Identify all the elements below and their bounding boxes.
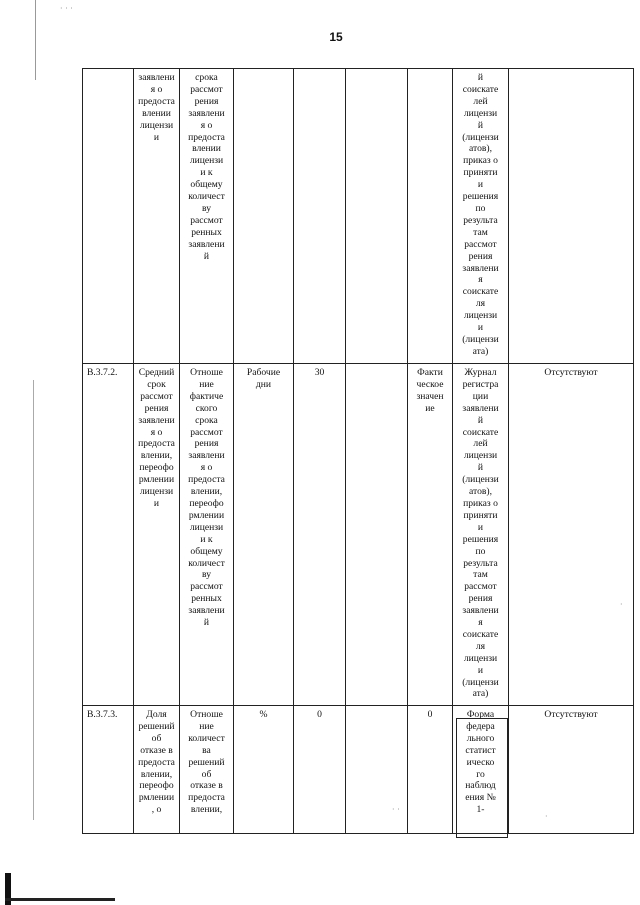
data-source-cell: й соискате лей лицензи й (лицензи атов), приказ о приняти и решения по результа там рассмот рения заявлени я соискате ля лицензи и (лицензи ата) — [453, 69, 509, 364]
binding-edge-mark — [35, 0, 36, 80]
baseline-value-cell: 0 — [294, 706, 346, 834]
target-value-cell: 0 — [408, 706, 453, 834]
indicator-definition-cell: Отноше ние фактиче ского срока рассмот рения заявлени я о предоста влении, переофо рмлении лицензи и к общему количест ву рассмот ренных заявлени й — [180, 364, 234, 706]
scan-speck: · · · — [60, 4, 73, 13]
page-number: 15 — [329, 30, 343, 44]
scan-speck: · · — [392, 805, 400, 814]
data-source-cell: Журнал регистра ции заявлени й соискате лей лицензи й (лицензи атов), приказ о приняти и решения по результа там рассмот рения заявлени я соискате ля лицензи и (лицензи ата) — [453, 364, 509, 706]
unit-cell: Рабочие дни — [234, 364, 294, 706]
note-cell — [509, 69, 634, 364]
binding-edge-mark — [33, 380, 34, 820]
indicator-code-cell: В.3.7.3. — [83, 706, 134, 834]
indicator-name-cell: Средний срок рассмот рения заявлени я о предоста влении, переофо рмлении лицензи и — [134, 364, 180, 706]
empty-value-cell — [346, 706, 408, 834]
table-row — [83, 364, 634, 706]
indicator-name-cell: Доля решений об отказе в предоста влении, переофо рмлении , о — [134, 706, 180, 834]
unit-cell — [234, 69, 294, 364]
baseline-value-cell — [294, 69, 346, 364]
note-cell: Отсутствуют — [509, 364, 634, 706]
target-value-cell: Факти ческое значен ие — [408, 364, 453, 706]
source-cell-frame — [456, 718, 508, 838]
unit-cell: % — [234, 706, 294, 834]
table-row — [83, 69, 634, 364]
indicator-definition-cell: срока рассмот рения заявлени я о предоста влении лицензи и к общему количест ву рассмот ренных заявлени й — [180, 69, 234, 364]
note-cell: Отсутствуют — [509, 706, 634, 834]
baseline-value-cell: 30 — [294, 364, 346, 706]
indicators-table — [82, 68, 634, 834]
indicator-code-cell: В.3.7.2. — [83, 364, 134, 706]
indicator-definition-cell: Отноше ние количест ва решений об отказе в предоста влении, — [180, 706, 234, 834]
indicator-code-cell — [83, 69, 134, 364]
empty-value-cell — [346, 364, 408, 706]
empty-value-cell — [346, 69, 408, 364]
scan-speck: · — [620, 600, 623, 609]
target-value-cell — [408, 69, 453, 364]
indicator-name-cell: заявлени я о предоста влении лицензи и — [134, 69, 180, 364]
scan-speck: · — [545, 812, 548, 821]
bottom-edge-mark — [5, 898, 115, 901]
data-source-cell: Форма федера льного статист ическо го наблюд ения № 1- — [453, 706, 509, 834]
table-row — [83, 706, 634, 834]
